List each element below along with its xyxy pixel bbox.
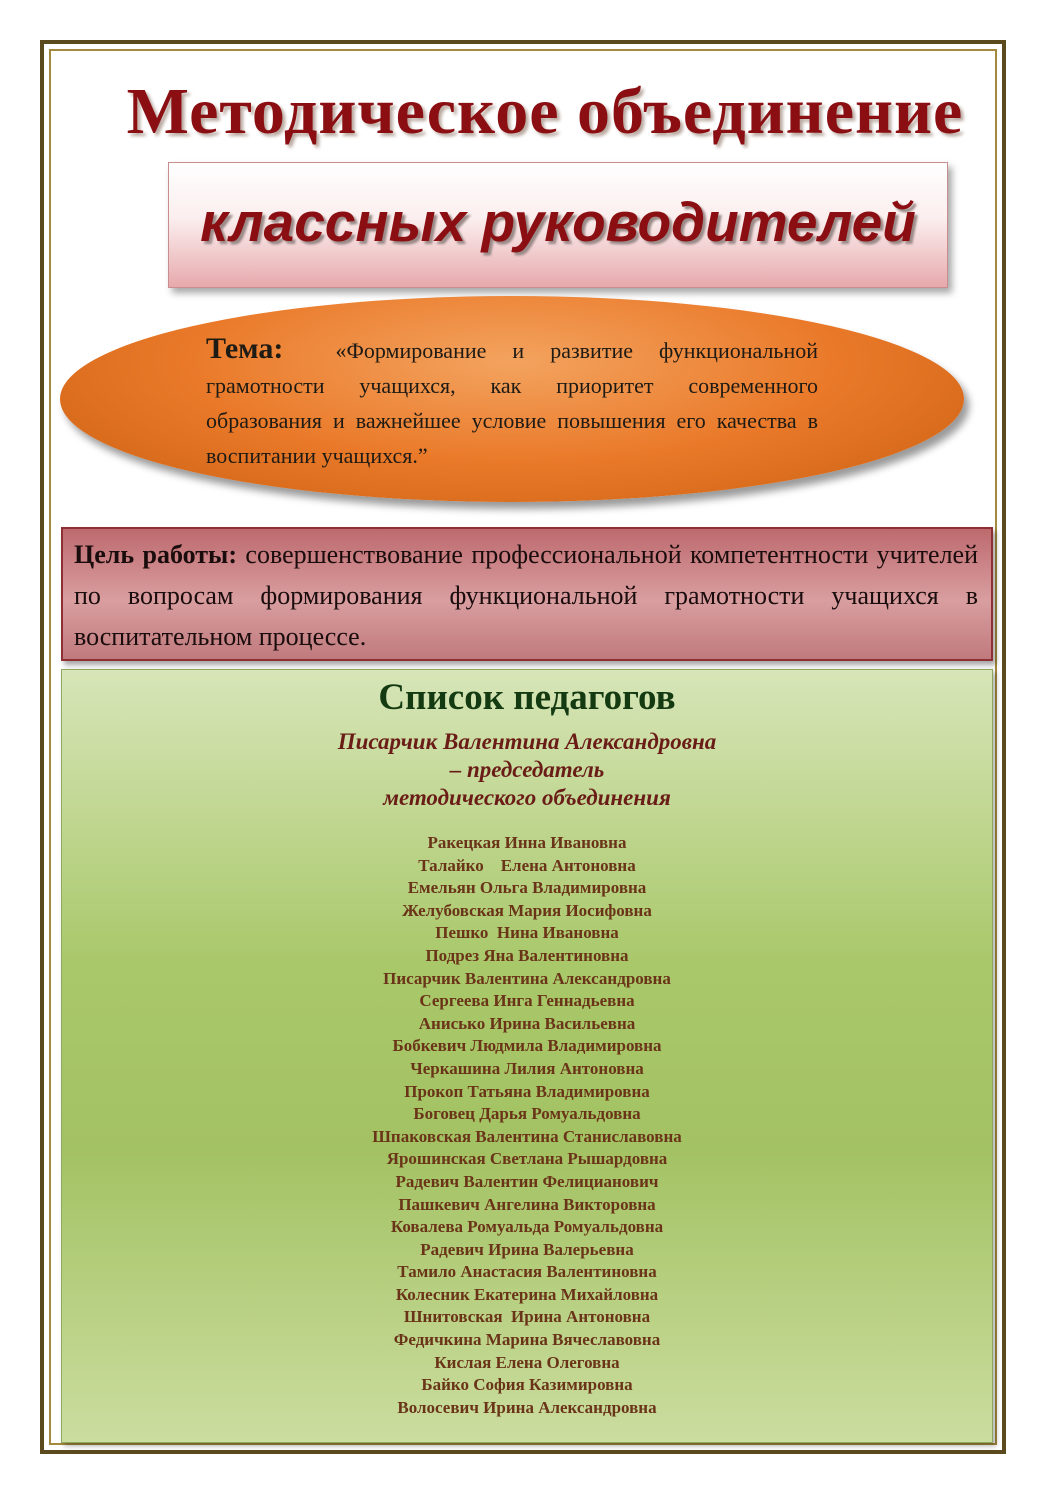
teachers-list (61, 832, 993, 1419)
list-item: Радевич Ирина Валерьевна (420, 1239, 634, 1259)
list-item: Сергеева Инга Геннадьевна (419, 991, 635, 1011)
goal-label: Цель работы: (74, 540, 237, 569)
list-item: Емельян Ольга Владимировна (407, 878, 647, 898)
chair-line: Писарчик Валентина Александровна (337, 729, 717, 754)
teachers-heading: Список педагогов (378, 677, 676, 718)
list-item: Колесник Екатерина Михайловна (395, 1284, 659, 1304)
list-item: Байко София Казимировна (421, 1375, 633, 1395)
list-item: Ярошинская Светлана Рышардовна (386, 1149, 668, 1169)
topic-text: «Формирование и развитие функциональной грамотности учащихся, как приоритет современного образования и важнейшее условие повышения его качества в воспитании учащихся.” (206, 338, 819, 468)
topic-block (206, 331, 818, 473)
list-item: Шнитовская Ирина Антоновна (403, 1307, 651, 1327)
list-item: Писарчик Валентина Александровна (383, 968, 671, 988)
list-item: Анисько Ирина Васильевна (418, 1013, 636, 1033)
list-item: Тамило Анастасия Валентиновна (397, 1262, 657, 1282)
list-item: Прокоп Татьяна Владимировна (404, 1081, 650, 1101)
list-item: Волосевич Ирина Александровна (397, 1397, 657, 1417)
chair-line: методического объединения (383, 785, 671, 810)
chair-line: – председатель (449, 757, 605, 782)
list-item: Черкашина Лилия Антоновна (410, 1058, 644, 1078)
goal-block (74, 534, 978, 657)
list-item: Желубовская Мария Иосифовна (402, 900, 652, 920)
list-item: Бобкевич Людмила Владимировна (392, 1036, 662, 1056)
topic-label: Тема: (206, 332, 284, 365)
list-item: Федичкина Марина Вячеславовна (393, 1330, 661, 1350)
list-item: Шпаковская Валентина Станиславовна (372, 1126, 682, 1146)
list-item: Радевич Валентин Фелицианович (395, 1171, 659, 1191)
goal-text: совершенствование профессиональной компетентности учителей по вопросам формирования функциональной грамотности учащихся в воспитательном процессе. (74, 540, 978, 651)
list-item: Кислая Елена Олеговна (434, 1352, 620, 1372)
list-item: Подрез Яна Валентиновна (425, 945, 629, 965)
list-item: Талайко Елена Антоновна (418, 855, 636, 875)
list-item: Пешко Нина Ивановна (435, 923, 619, 943)
list-item: Ковалева Ромуальда Ромуальдовна (390, 1217, 664, 1237)
list-item: Боговец Дарья Ромуальдовна (413, 1104, 641, 1124)
list-item: Пашкевич Ангелина Викторовна (398, 1194, 656, 1214)
subtitle: классных руководителей (200, 191, 916, 253)
list-item: Ракецкая Инна Ивановна (427, 833, 627, 852)
chair-block (61, 728, 993, 812)
main-title: Методическое объединение (126, 75, 964, 148)
